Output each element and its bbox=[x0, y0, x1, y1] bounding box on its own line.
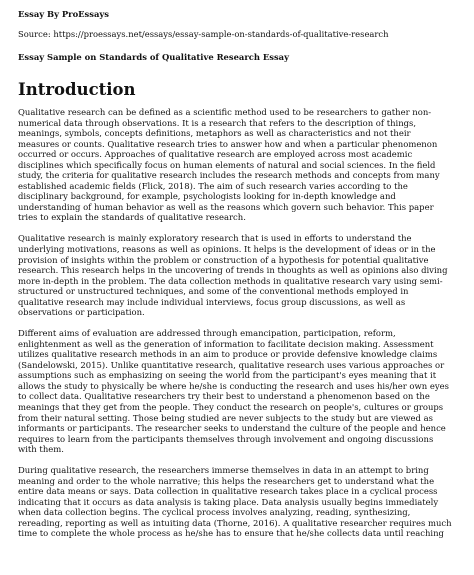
paragraph-1: Qualitative research can be defined as a scientific method used to be researchers to gather non- numerical data through observations. It is a research that refers to the description of things, meanings, symbols, concepts definitions, metaphors as well as characteristics and not their measures or counts. Qualitative research tries to answer how and when a particular phenomenon occurred or occurs. Approaches of qualitative research are employed across most academic disciplines which specifically focus on human elements of natural and social sciences. In the field study, the criteria for qualitative research includes the research methods and concepts from many established academic fields (Flick, 2018). The aim of such research varies according to the disciplinary background, for example, psychologists looking for in-depth knowledge and understanding of human behavior as well as the reasons which govern such behavior. This paper tries to explain the standards of qualitative research. bbox=[18, 107, 440, 223]
source-url[interactable]: https://proessays.net/essays/essay-sample-on-standards-of-qualitative-research bbox=[53, 29, 389, 39]
essay-title: Essay Sample on Standards of Qualitative Research Essay bbox=[18, 52, 289, 62]
paragraph-2: Qualitative research is mainly exploratory research that is used in efforts to understand the underlying motivations, reasons as well as opinions. It helps is the development of ideas or in the provision of insights within the problem or construction of a hypothesis for potential qualitative research. This research helps in the uncovering of trends in thoughts as well as opinions also diving more in-depth in the problem. The data collection methods in qualitative research vary using semi- structured or unstructured techniques, and some of the conventional methods employed in qualitative research may include individual interviews, focus group discussions, as well as observations or participation. bbox=[18, 233, 448, 318]
source-line bbox=[18, 29, 457, 40]
paragraph-3: Different aims of evaluation are addressed through emancipation, participation, reform, enlightenment as well as the generation of information to facilitate decision making. Assessment utilizes qualitative research methods in an aim to produce or provide defensive knowledge claims (Sandelowski, 2015). Unlike quantitative research, qualitative research uses various approaches or assumptions such as emphasizing on seeing the world from the participant's eyes meaning that it allows the study to physically be where he/she is conducting the research and uses his/her own eyes to collect data. Qualitative researchers try their best to understand a phenomenon based on the meanings that they get from the people. They conduct the research on people's, cultures or groups from their natural setting. Those being studied are never subjects to the study but are viewed as informants or participants. The researcher seeks to understand the culture of the people and hence requires to learn from the participants themselves through involvement and ongoing discussions with them. bbox=[18, 328, 449, 455]
brand-label: Essay By ProEssays bbox=[18, 9, 110, 19]
source-label: Source: bbox=[18, 29, 51, 39]
paragraph-4: During qualitative research, the researchers immerse themselves in data in an attempt to bring meaning and order to the whole narrative; this helps the researchers get to understand what the entire data means or says. Data collection in qualitative research takes place in a cyclical process indicating that it occurs as data analysis is taking place. Data analysis usually begins immediately when data collection begins. The cyclical process involves analyzing, reading, synthesizing, rereading, reporting as well as intuiting data (Thorne, 2016). A qualitative researcher requires much time to complete the whole process as he/she has to ensure that he/she collects data until reaching bbox=[18, 465, 452, 539]
section-heading: Introduction bbox=[18, 80, 136, 99]
